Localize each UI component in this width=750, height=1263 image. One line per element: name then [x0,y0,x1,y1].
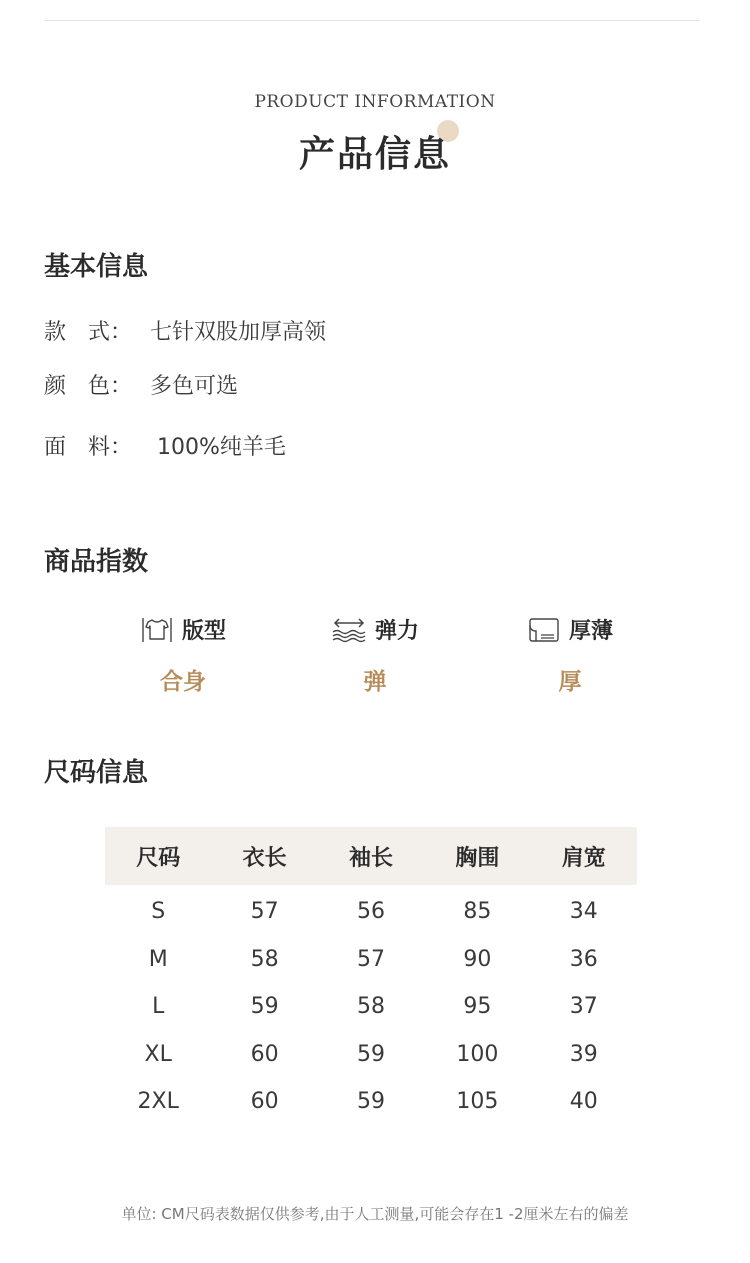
index-head [310,614,440,645]
size-table [105,827,637,1126]
page-title: 产品信息 [298,134,451,175]
info-value: 多色可选 [150,374,239,399]
column-header: 袖长 [318,827,424,885]
index-head [505,614,635,645]
table-cell: 57 [250,899,279,925]
table-cell: 34 [569,899,598,925]
page-header [0,92,750,177]
index-item-fit [118,614,248,696]
index-head [118,614,248,645]
table-cell: 95 [463,994,492,1020]
column-header: 衣长 [211,827,317,885]
table-cell: 40 [569,1089,598,1115]
table-cell: 59 [356,1089,385,1115]
table-cell: 56 [356,899,385,925]
table-header-row [105,827,637,885]
index-value: 合身 [160,669,206,695]
info-label: 款 式： [44,320,133,345]
size-info-title: 尺码信息 [44,758,149,788]
table-cell: 57 [356,946,385,972]
index-value: 厚 [558,669,582,695]
info-row-fabric [44,430,286,461]
table-cell: 37 [569,994,598,1020]
column-header: 肩宽 [531,827,637,885]
table-cell: 100 [456,1041,499,1067]
index-item-stretch [310,614,440,696]
info-label: 颜 色： [44,374,133,399]
table-row [105,936,637,984]
table-cell: 36 [569,946,598,972]
table-cell: 90 [463,946,492,972]
table-cell: 60 [250,1041,279,1067]
table-cell: L [152,994,165,1020]
index-label: 厚薄 [568,619,613,644]
stretch-icon [331,615,367,645]
index-item-thickness [505,614,635,696]
product-index-title: 商品指数 [44,547,149,577]
top-divider [44,20,700,21]
info-row-color [44,369,238,400]
info-label: 面 料： [44,435,133,460]
table-row [105,1031,637,1079]
table-row [105,885,637,936]
table-cell: 59 [250,994,279,1020]
table-cell: 60 [250,1089,279,1115]
info-value: 100%纯羊毛 [150,435,286,460]
column-header: 尺码 [105,827,211,885]
size-note: 单位: CM尺码表数据仅供参考,由于人工测量,可能会存在1 -2厘米左右的偏差 [121,1205,629,1223]
table-cell: XL [144,1041,172,1067]
table-cell: 59 [356,1041,385,1067]
table-cell: 85 [463,899,492,925]
info-value: 七针双股加厚高领 [150,320,327,345]
index-label: 弹力 [374,619,419,644]
basic-info-title: 基本信息 [44,252,149,282]
table-cell: 39 [569,1041,598,1067]
table-cell: 58 [250,946,279,972]
table-row [105,1078,637,1126]
chinese-title-wrap [299,126,451,177]
table-cell: S [151,899,166,925]
column-header: 胸围 [424,827,530,885]
index-label: 版型 [181,619,226,644]
table-cell: 2XL [137,1089,179,1115]
table-cell: 105 [456,1089,499,1115]
table-row [105,983,637,1031]
index-value: 弹 [363,669,387,695]
english-title: PRODUCT INFORMATION [254,92,496,112]
tshirt-icon [140,615,174,645]
table-cell: M [148,946,168,972]
table-cell: 58 [356,994,385,1020]
fabric-layers-icon [527,615,561,645]
info-row-style [44,315,326,346]
